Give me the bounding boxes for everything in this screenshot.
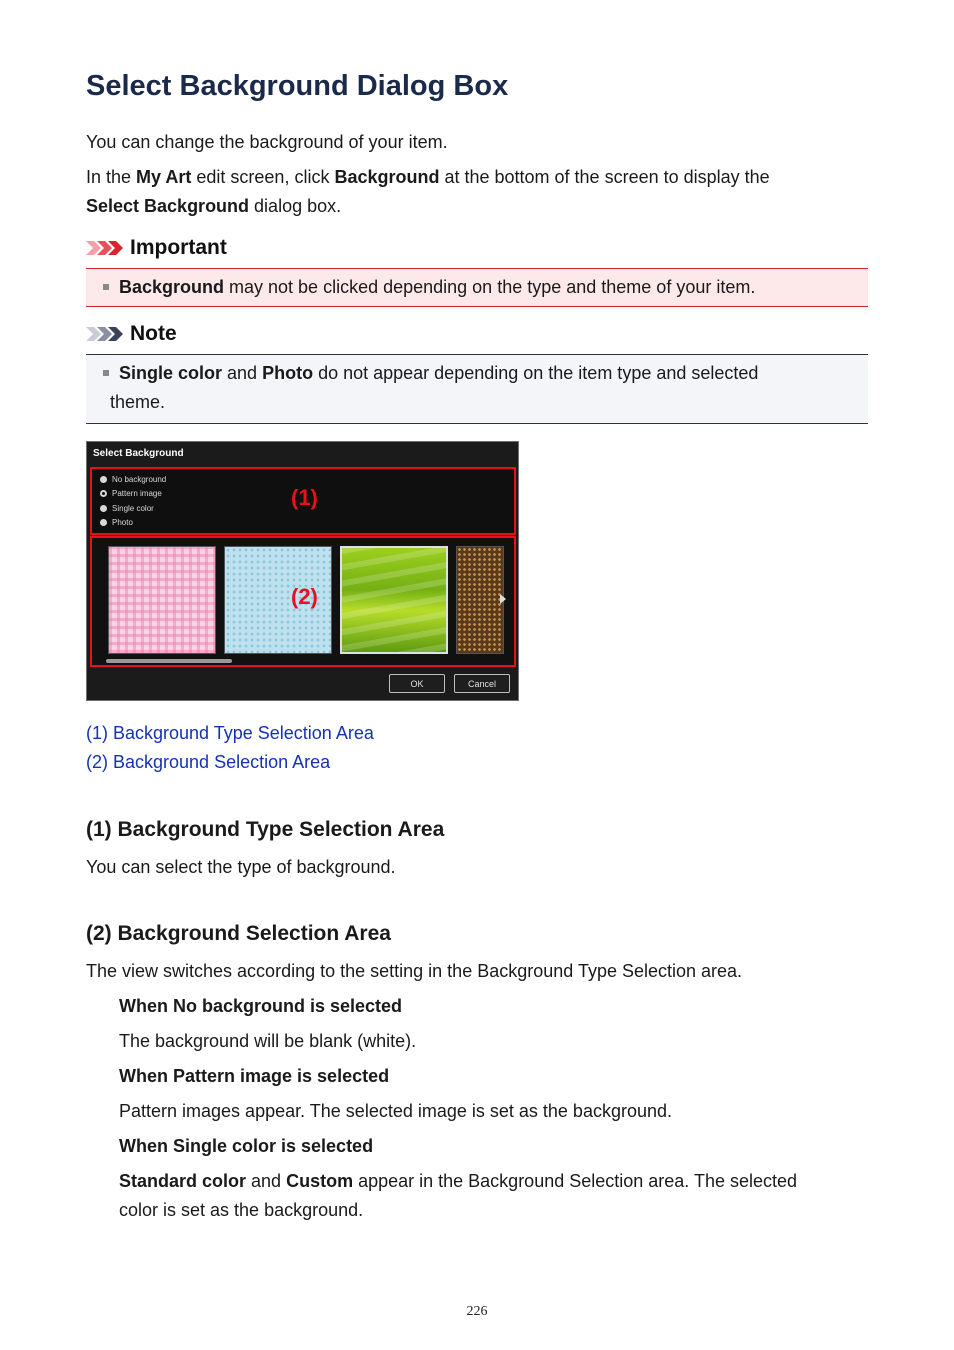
important-box [86,268,868,307]
section-1-heading: (1) Background Type Selection Area [86,818,445,841]
page-number: 226 [466,1304,488,1319]
background-type-selection-area [90,467,516,535]
note-chevron-icon [86,327,124,341]
cancel-button[interactable]: Cancel [454,674,510,693]
note-item: Single color and Photo do not appear depending on the item type and selected [103,359,758,388]
radio-photo[interactable]: Photo [100,518,133,527]
case-single-color-heading: When Single color is selected [119,1136,374,1156]
callout-1: (1) [291,485,318,510]
note-item-cont: theme. [110,392,166,412]
note-heading [86,322,177,346]
case-no-background-heading: When No background is selected [119,996,403,1016]
bullet-icon [103,370,109,376]
select-background-dialog [86,441,519,701]
important-item: Background may not be clicked depending on the type and theme of your item. [103,273,755,302]
radio-icon [100,505,107,512]
radio-selected-icon [100,490,107,497]
radio-icon [100,476,107,483]
intro-line-2: In the My Art edit screen, click Background at the bottom of the screen to display the [86,167,770,187]
note-box [86,354,868,424]
case-single-color-text-2: color is set as the background. [119,1200,364,1220]
link-type-selection-area[interactable]: (1) Background Type Selection Area [86,723,374,743]
intro-line-1: You can change the background of your item. [86,132,448,152]
pattern-thumb-pink-gingham[interactable] [108,546,216,654]
radio-no-background[interactable]: No background [100,475,166,484]
page-title: Select Background Dialog Box [86,70,509,102]
pattern-thumb-green-waves[interactable] [340,546,448,654]
important-chevron-icon [86,241,124,255]
note-label: Note [130,322,177,345]
radio-pattern-image[interactable]: Pattern image [100,489,162,498]
radio-single-color[interactable]: Single color [100,504,154,513]
case-single-color-text-1: Standard color and Custom appear in the Background Selection area. The selected [119,1171,798,1191]
section-2-text: The view switches according to the setting in the Background Type Selection area. [86,961,743,981]
case-pattern-image-text: Pattern images appear. The selected image is set as the background. [119,1101,672,1121]
bullet-icon [103,284,109,290]
horizontal-scrollbar[interactable] [106,659,232,663]
radio-icon [100,519,107,526]
important-label: Important [130,236,227,259]
section-1-text: You can select the type of background. [86,857,396,877]
case-pattern-image-heading: When Pattern image is selected [119,1066,390,1086]
ok-button[interactable]: OK [389,674,445,693]
important-heading [86,236,227,260]
intro-line-3: Select Background dialog box. [86,196,342,216]
callout-2: (2) [291,584,318,609]
background-selection-area [90,536,516,667]
section-2-heading: (2) Background Selection Area [86,922,391,945]
scroll-right-arrow-icon[interactable] [500,594,506,604]
dialog-title: Select Background [93,448,184,459]
case-no-background-text: The background will be blank (white). [119,1031,417,1051]
link-background-selection-area[interactable]: (2) Background Selection Area [86,752,331,772]
pattern-thumb-brown-dots[interactable] [456,546,504,654]
